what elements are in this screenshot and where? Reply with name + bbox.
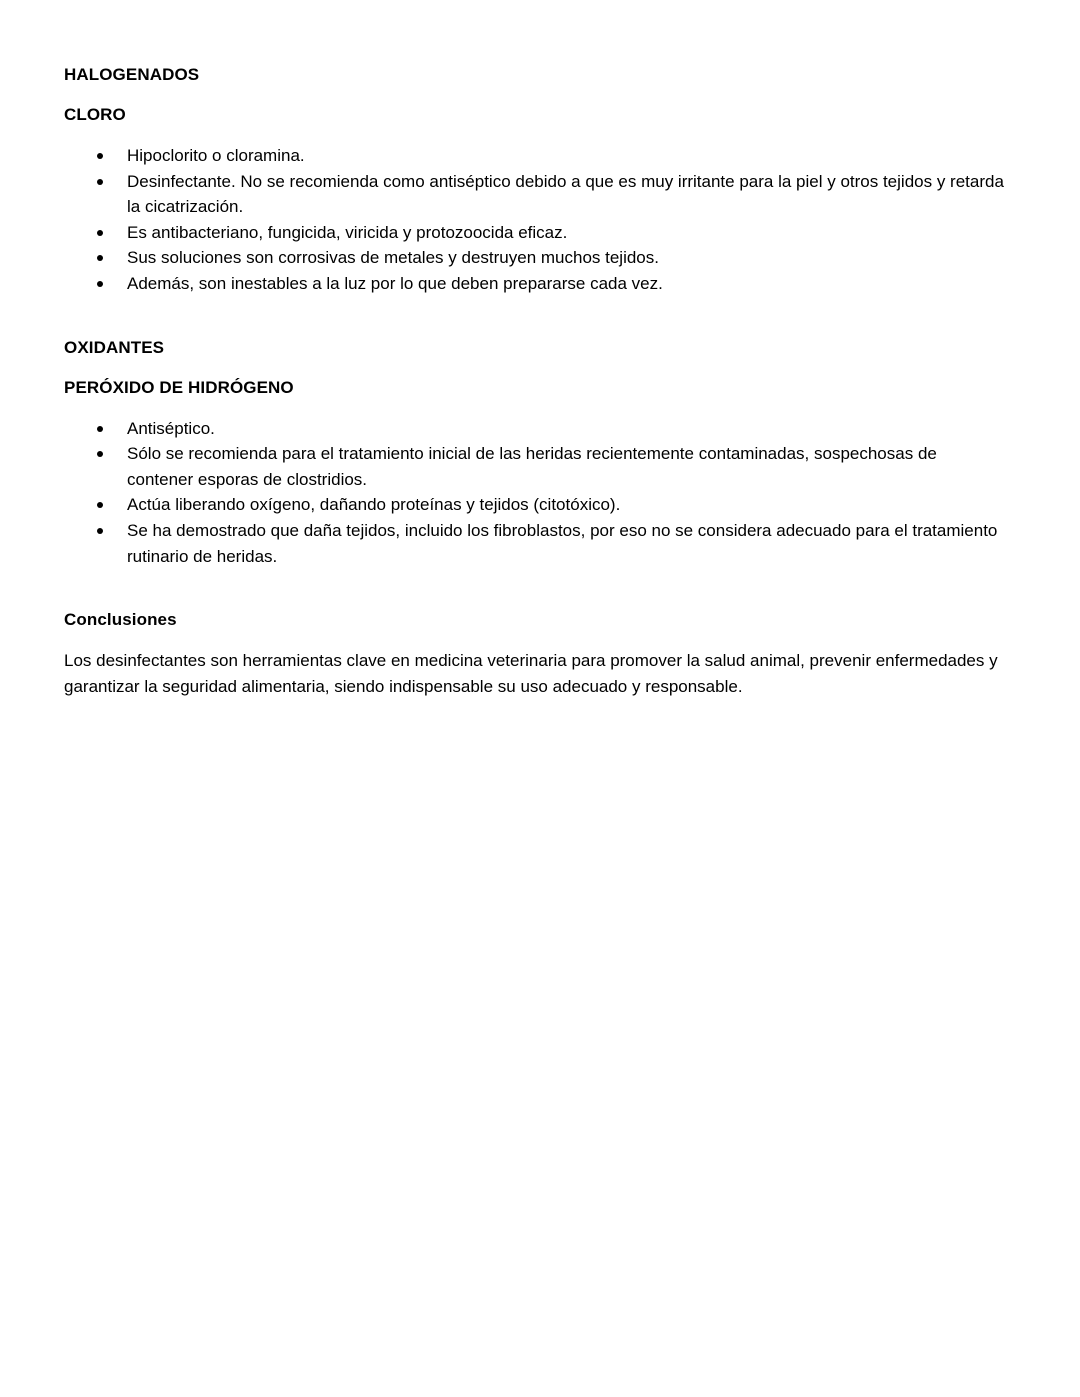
list-item: Sus soluciones son corrosivas de metales y destruyen muchos tejidos. <box>64 245 1004 271</box>
bullet-list <box>64 143 1004 297</box>
spacer <box>64 569 1004 608</box>
list-item: Actúa liberando oxígeno, dañando proteínas y tejidos (citotóxico). <box>64 492 1004 518</box>
list-item: Desinfectante. No se recomienda como antiséptico debido a que es muy irritante para la piel y otros tejidos y retarda la cicatrización. <box>64 169 1004 220</box>
list-item: Hipoclorito o cloramina. <box>64 143 1004 169</box>
list-item: Sólo se recomienda para el tratamiento inicial de las heridas recientemente contaminadas, sospechosas de contener esporas de clostridios. <box>64 441 1004 492</box>
bullet-list <box>64 416 1004 570</box>
list-item: Se ha demostrado que daña tejidos, incluido los fibroblastos, por eso no se considera adecuado para el tratamiento rutinario de heridas. <box>64 518 1004 569</box>
spacer <box>64 297 1004 336</box>
section-subtitle: PERÓXIDO DE HIDRÓGENO <box>64 377 294 397</box>
section-conclusiones <box>64 608 1004 699</box>
section-title: OXIDANTES <box>64 337 165 357</box>
conclusion-title: Conclusiones <box>64 610 177 630</box>
list-item: Es antibacteriano, fungicida, viricida y protozoocida eficaz. <box>64 220 1004 246</box>
conclusion-paragraph: Los desinfectantes son herramientas clave en medicina veterinaria para promover la salud animal, prevenir enfermedades y garantizar la seguridad alimentaria, siendo indispensable su uso adecuado y responsable. <box>64 651 998 696</box>
document-page <box>64 63 1004 699</box>
section-title: HALOGENADOS <box>64 65 200 84</box>
list-item: Antiséptico. <box>64 416 1004 442</box>
section-subtitle: CLORO <box>64 105 126 124</box>
section-oxidantes <box>64 336 1004 570</box>
list-item: Además, son inestables a la luz por lo que deben prepararse cada vez. <box>64 271 1004 297</box>
section-halogenados <box>64 63 1004 297</box>
